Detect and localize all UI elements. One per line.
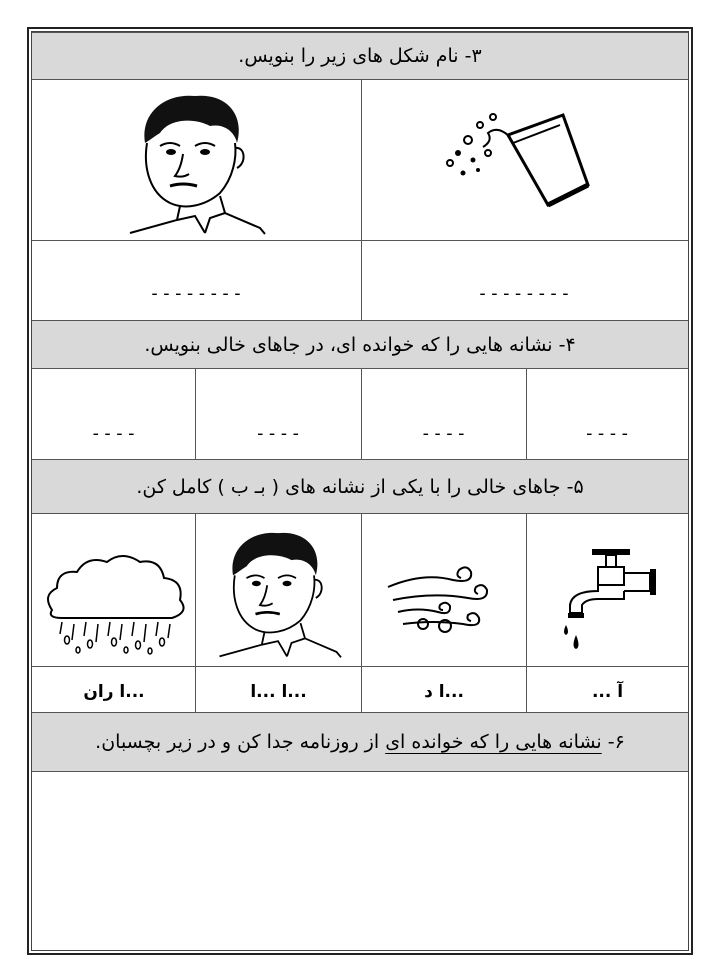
q6-title-rest: از روزنامه جدا کن و در زیر بچسبان. [95, 731, 380, 753]
faucet-icon [552, 543, 664, 655]
q4-header [32, 320, 688, 369]
q4-blank-2[interactable]: ---- [254, 423, 303, 444]
rain-cloud-icon [42, 550, 192, 655]
q4-divider-3 [526, 369, 527, 459]
q5-row-divider [32, 666, 688, 667]
q5-label-rain[interactable]: ...ا ران [83, 682, 145, 702]
boy-face-icon-2 [215, 520, 350, 665]
q5-title: ۵- جاهای خالی را با یکی از نشانه های ( بـ ب ) کامل کن. [136, 475, 584, 498]
q6-title-underlined: نشانه هایی را که خوانده ای [385, 731, 602, 753]
q5-header [32, 459, 688, 514]
q5-label-wind[interactable]: ...ا د [424, 682, 464, 702]
q6-paste-area[interactable] [32, 772, 688, 950]
q3-title: ۳- نام شکل های زیر را بنویس. [238, 45, 482, 67]
q4-blank-4[interactable]: ---- [583, 423, 632, 444]
q4-title: ۴- نشانه هایی را که خوانده ای، در جاهای خالی بنویس. [144, 333, 576, 356]
q3-row-divider [32, 240, 688, 241]
q3-blank-right[interactable]: -------- [477, 283, 572, 304]
q3-blank-left[interactable]: -------- [149, 283, 244, 304]
wind-icon [383, 562, 503, 637]
q4-divider-1 [195, 369, 196, 459]
water-glass-icon [438, 105, 598, 215]
q5-label-boy[interactable]: ...ا ...ا [250, 682, 307, 702]
q4-blank-1[interactable]: ---- [90, 423, 138, 444]
boy-face-icon [125, 88, 275, 236]
q4-blank-3[interactable]: ---- [420, 423, 468, 444]
q5-label-faucet[interactable]: آ ... [591, 682, 624, 702]
q6-header [32, 712, 688, 772]
q4-divider-2 [361, 369, 362, 459]
q6-title-prefix: ۶- [607, 731, 625, 753]
q3-header [32, 32, 688, 80]
